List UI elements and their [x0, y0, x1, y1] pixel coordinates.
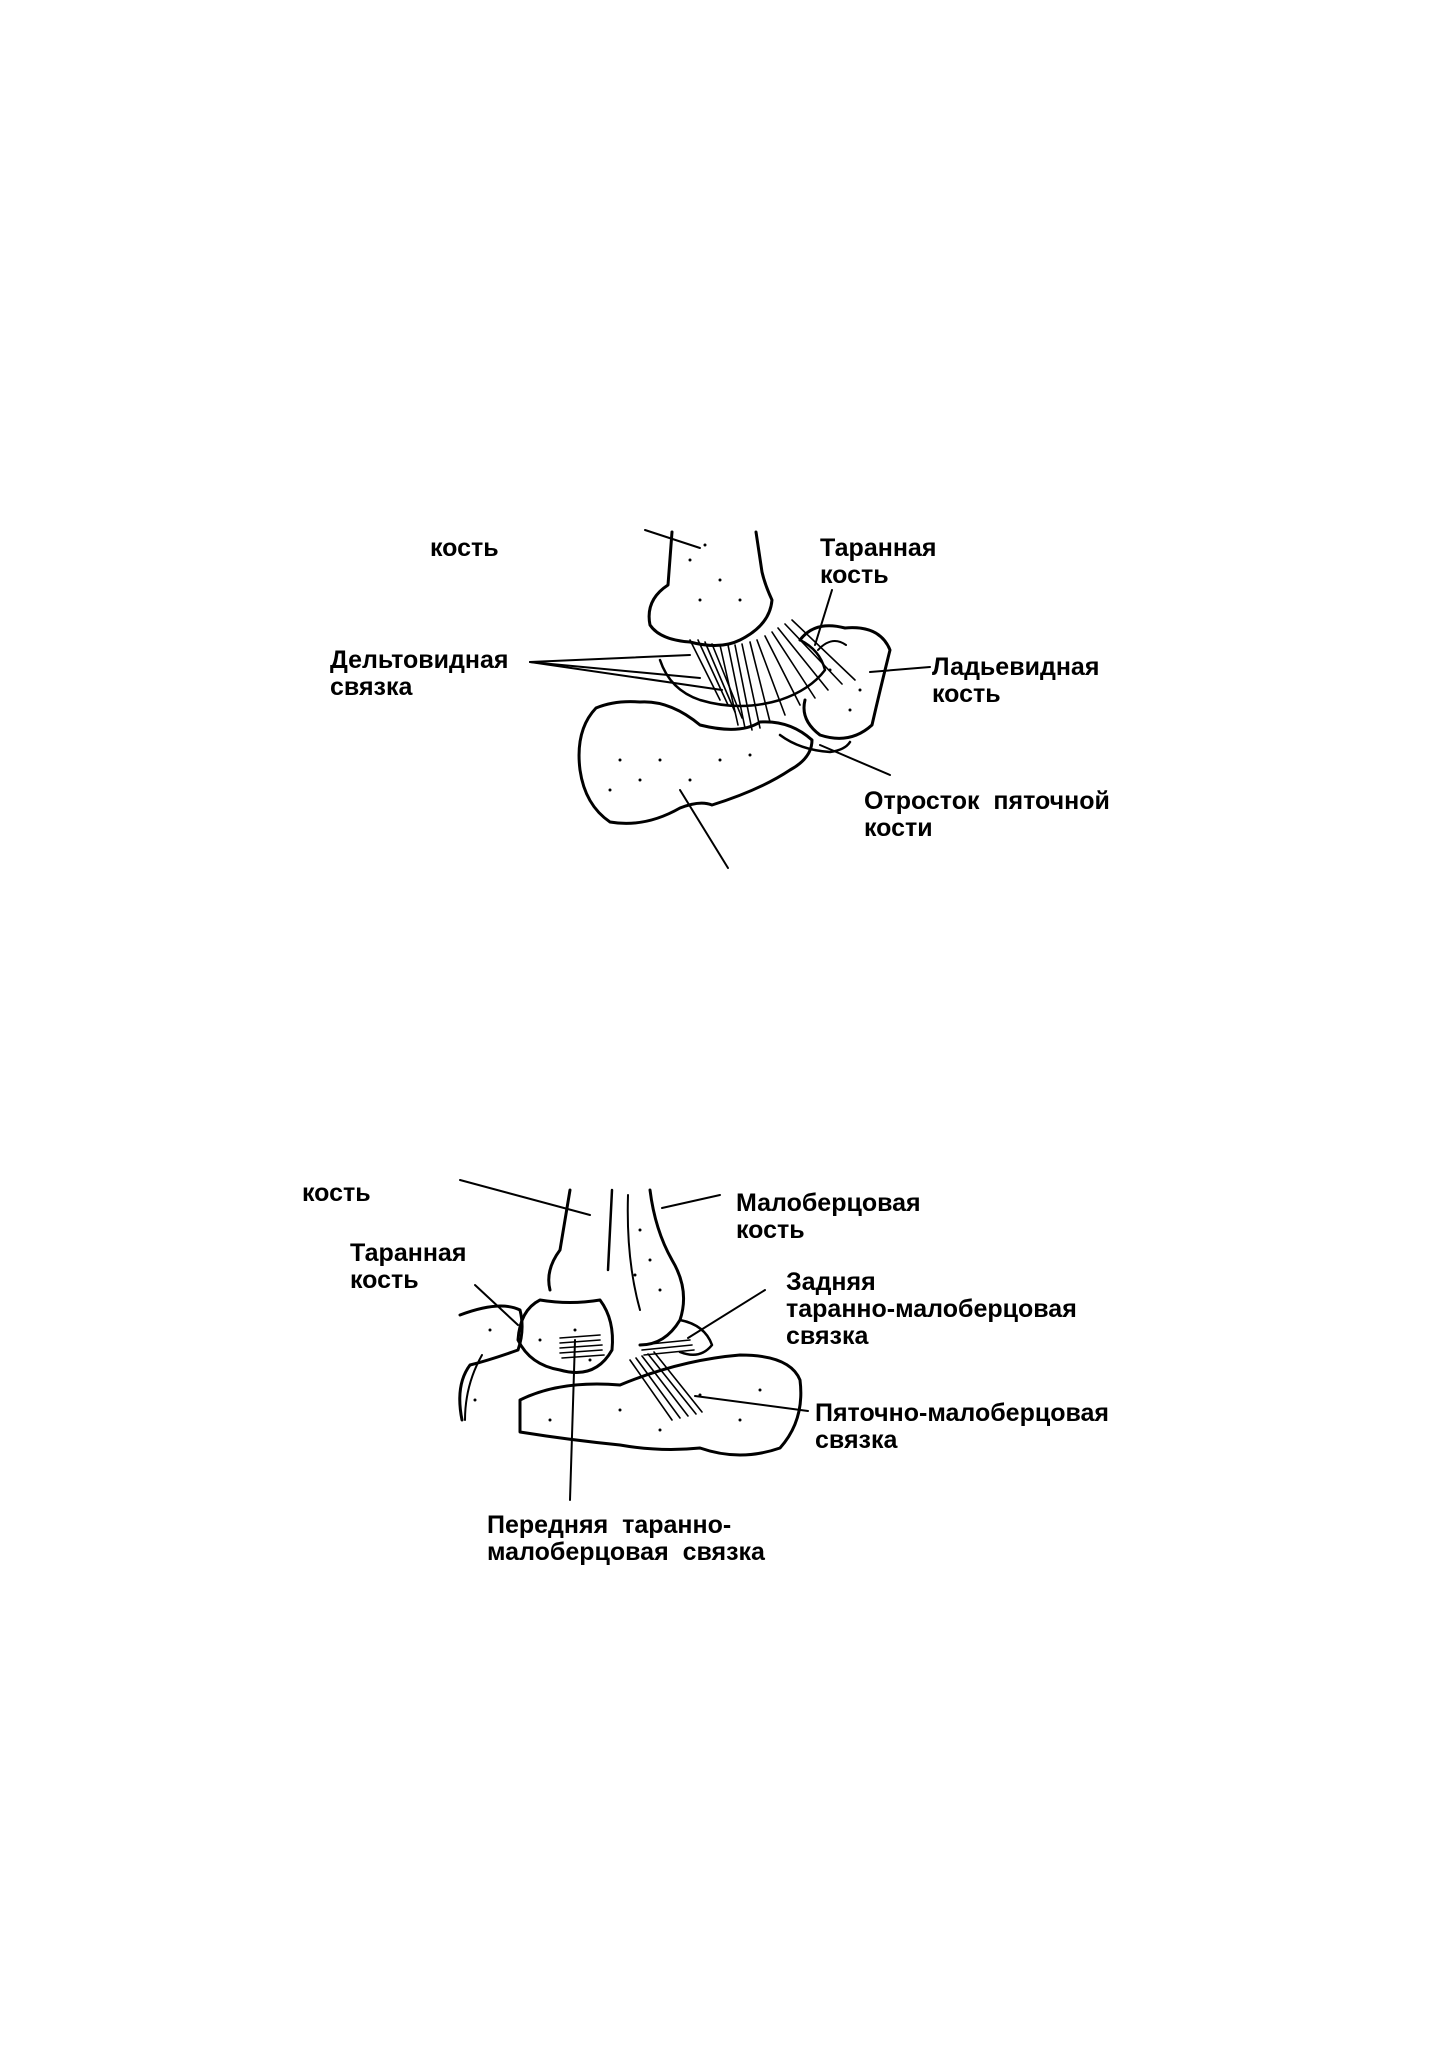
- deltoid-ligament-fibers: [690, 620, 855, 730]
- lateral-stipple: [474, 1229, 762, 1432]
- label-deltoid-ligament: Дельтовидная связка: [330, 646, 509, 701]
- label-calcaneus-process: Отросток пяточной кости: [864, 787, 1110, 842]
- fibula-inner: [628, 1195, 640, 1310]
- anterior-talofibular-fibers: [560, 1335, 604, 1358]
- label-talus-medial: Таранная кость: [820, 534, 937, 589]
- label-tibia-medial: кость: [430, 534, 499, 562]
- midfoot-bones: [460, 1306, 522, 1420]
- label-posterior-talofibular: Задняя таранно-малоберцовая связка: [786, 1268, 1077, 1350]
- talus-bone-lateral: [518, 1300, 613, 1373]
- label-tibia-lateral: кость: [302, 1179, 371, 1207]
- calcaneus-bone: [579, 702, 812, 824]
- tibia-bone: [649, 532, 772, 646]
- label-talus-lateral: Таранная кость: [350, 1239, 467, 1294]
- label-fibula: Малоберцовая кость: [736, 1189, 921, 1244]
- fibula-bone: [640, 1190, 684, 1345]
- label-navicular: Ладьевидная кость: [932, 653, 1100, 708]
- label-calcaneofibular: Пяточно-малоберцовая связка: [815, 1399, 1110, 1454]
- tibia-edge: [608, 1190, 612, 1270]
- label-anterior-talofibular: Передняя таранно- малоберцовая связка: [487, 1511, 765, 1566]
